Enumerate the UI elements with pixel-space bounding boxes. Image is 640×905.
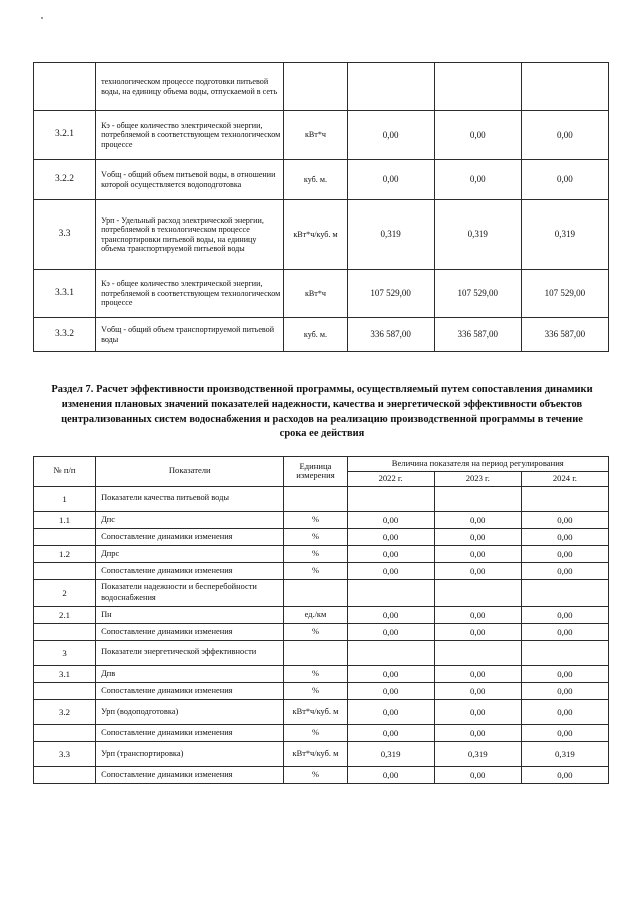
cell-value-2024: 0,00 bbox=[521, 511, 608, 528]
cell-unit: % bbox=[284, 623, 347, 640]
table-row bbox=[34, 545, 609, 562]
cell-value-2022: 0,00 bbox=[347, 562, 434, 579]
cell-number: 1 bbox=[34, 486, 96, 511]
cell-value-2023: 0,319 bbox=[434, 200, 521, 270]
table-row bbox=[34, 741, 609, 766]
table-row bbox=[34, 640, 609, 665]
table-continued-body bbox=[34, 63, 609, 352]
table-row bbox=[34, 682, 609, 699]
cell-number: 2.1 bbox=[34, 606, 96, 623]
table-row bbox=[34, 160, 609, 200]
cell-number bbox=[34, 623, 96, 640]
cell-value-2024: 336 587,00 bbox=[521, 318, 608, 352]
cell-indicator: Показатели энергетической эффективности bbox=[96, 640, 284, 665]
cell-value-2022: 0,00 bbox=[347, 511, 434, 528]
cell-indicator: Дпрс bbox=[96, 545, 284, 562]
table-efficiency-body bbox=[34, 486, 609, 783]
cell-unit: % bbox=[284, 562, 347, 579]
cell-unit bbox=[284, 63, 347, 111]
cell-value-2022: 0,00 bbox=[347, 665, 434, 682]
cell-value-2023: 0,00 bbox=[434, 545, 521, 562]
cell-value-2023: 0,00 bbox=[434, 528, 521, 545]
cell-unit bbox=[284, 486, 347, 511]
cell-value-2024: 0,00 bbox=[521, 766, 608, 783]
cell-value-2024 bbox=[521, 579, 608, 606]
cell-value-2024: 0,00 bbox=[521, 665, 608, 682]
cell-value-2023: 107 529,00 bbox=[434, 270, 521, 318]
scan-artifact-speck bbox=[41, 17, 43, 19]
header-unit-line1: Единица bbox=[299, 460, 332, 471]
cell-value-2023: 0,00 bbox=[434, 682, 521, 699]
cell-unit bbox=[284, 579, 347, 606]
cell-unit: % bbox=[284, 724, 347, 741]
header-num: № п/п bbox=[34, 457, 96, 487]
cell-number bbox=[34, 562, 96, 579]
table-efficiency-calculation bbox=[33, 456, 609, 784]
cell-value-2023: 0,00 bbox=[434, 160, 521, 200]
cell-number: 1.1 bbox=[34, 511, 96, 528]
cell-number: 3.3.1 bbox=[34, 270, 96, 318]
cell-unit: куб. м. bbox=[284, 160, 347, 200]
cell-unit: кВт*ч/куб. м bbox=[284, 200, 347, 270]
cell-value-2022: 0,00 bbox=[347, 699, 434, 724]
cell-value-2022: 0,319 bbox=[347, 741, 434, 766]
cell-value-2022: 0,319 bbox=[347, 200, 434, 270]
cell-indicator: Урп - Удельный расход электрической энергии, потребляемой в технологическом процессе транспортировки питьевой воды, на единицу объема транспортируемой питьевой воды bbox=[96, 200, 284, 270]
cell-value-2023 bbox=[434, 579, 521, 606]
cell-number: 1.2 bbox=[34, 545, 96, 562]
header-year-2024: 2024 г. bbox=[521, 471, 608, 486]
cell-value-2022: 0,00 bbox=[347, 623, 434, 640]
cell-unit: кВт*ч/куб. м bbox=[284, 741, 347, 766]
cell-number bbox=[34, 528, 96, 545]
cell-unit bbox=[284, 640, 347, 665]
cell-indicator: Vобщ - общий объем транспортируемой питьевой воды bbox=[96, 318, 284, 352]
header-unit-line2: измерения bbox=[296, 470, 335, 481]
cell-value-2024: 0,00 bbox=[521, 606, 608, 623]
cell-value-2023: 0,00 bbox=[434, 111, 521, 160]
cell-value-2023: 0,00 bbox=[434, 606, 521, 623]
cell-number bbox=[34, 63, 96, 111]
cell-value-2023 bbox=[434, 486, 521, 511]
header-indicator: Показатели bbox=[96, 457, 284, 487]
cell-value-2022: 0,00 bbox=[347, 528, 434, 545]
cell-value-2023: 0,00 bbox=[434, 562, 521, 579]
cell-unit: куб. м. bbox=[284, 318, 347, 352]
cell-indicator: Сопоставление динамики изменения bbox=[96, 724, 284, 741]
cell-value-2023 bbox=[434, 640, 521, 665]
table-row bbox=[34, 766, 609, 783]
cell-value-2024: 0,00 bbox=[521, 111, 608, 160]
cell-indicator: Сопоставление динамики изменения bbox=[96, 682, 284, 699]
cell-value-2022: 0,00 bbox=[347, 606, 434, 623]
cell-indicator: технологическом процессе подготовки питьевой воды, на единицу объема воды, отпускаемой в сеть bbox=[96, 63, 284, 111]
table-row bbox=[34, 270, 609, 318]
cell-number: 3.1 bbox=[34, 665, 96, 682]
cell-value-2022 bbox=[347, 486, 434, 511]
table-efficiency-head bbox=[34, 457, 609, 487]
cell-value-2022: 0,00 bbox=[347, 724, 434, 741]
cell-value-2023: 0,00 bbox=[434, 665, 521, 682]
cell-unit: % bbox=[284, 766, 347, 783]
header-unit bbox=[284, 457, 347, 487]
table-row bbox=[34, 63, 609, 111]
table-row bbox=[34, 200, 609, 270]
cell-value-2023: 0,00 bbox=[434, 511, 521, 528]
cell-number: 3.3 bbox=[34, 741, 96, 766]
table-row bbox=[34, 511, 609, 528]
cell-value-2023: 0,319 bbox=[434, 741, 521, 766]
cell-value-2023 bbox=[434, 63, 521, 111]
cell-value-2024: 0,319 bbox=[521, 200, 608, 270]
cell-value-2022: 0,00 bbox=[347, 545, 434, 562]
table-row bbox=[34, 528, 609, 545]
cell-value-2024: 0,00 bbox=[521, 545, 608, 562]
cell-number bbox=[34, 724, 96, 741]
table-row bbox=[34, 623, 609, 640]
cell-indicator: Сопоставление динамики изменения bbox=[96, 623, 284, 640]
cell-unit: % bbox=[284, 665, 347, 682]
cell-indicator: Дпс bbox=[96, 511, 284, 528]
cell-number: 3.2.1 bbox=[34, 111, 96, 160]
cell-unit: % bbox=[284, 528, 347, 545]
cell-value-2023: 0,00 bbox=[434, 623, 521, 640]
table-row bbox=[34, 562, 609, 579]
table-row bbox=[34, 111, 609, 160]
cell-number: 3.3.2 bbox=[34, 318, 96, 352]
cell-indicator: Урп (водоподготовка) bbox=[96, 699, 284, 724]
cell-number: 3.2.2 bbox=[34, 160, 96, 200]
cell-value-2024: 0,00 bbox=[521, 562, 608, 579]
header-value-group: Величина показателя на период регулирования bbox=[347, 457, 608, 472]
cell-value-2024: 0,00 bbox=[521, 623, 608, 640]
cell-value-2022: 336 587,00 bbox=[347, 318, 434, 352]
cell-value-2022: 107 529,00 bbox=[347, 270, 434, 318]
cell-indicator: Пн bbox=[96, 606, 284, 623]
cell-value-2022: 0,00 bbox=[347, 111, 434, 160]
cell-indicator: Урп (транспортировка) bbox=[96, 741, 284, 766]
section-7-heading: Раздел 7. Расчет эффективности производственной программы, осуществляемый путем сопоставления динамики изменения плановых значений показателей надежности, качества и энергетической эффективности объектов централизованных систем водоснабжения и расходов на реализацию производственной программы в течение срока ее действия bbox=[51, 384, 593, 440]
cell-indicator: Сопоставление динамики изменения bbox=[96, 528, 284, 545]
header-year-2022: 2022 г. bbox=[347, 471, 434, 486]
cell-value-2023: 0,00 bbox=[434, 724, 521, 741]
cell-value-2024 bbox=[521, 640, 608, 665]
cell-indicator: Сопоставление динамики изменения bbox=[96, 766, 284, 783]
cell-unit: % bbox=[284, 682, 347, 699]
cell-value-2024: 0,319 bbox=[521, 741, 608, 766]
cell-value-2023: 0,00 bbox=[434, 766, 521, 783]
cell-unit: кВт*ч bbox=[284, 111, 347, 160]
table-row bbox=[34, 579, 609, 606]
table-row bbox=[34, 318, 609, 352]
cell-value-2024: 0,00 bbox=[521, 699, 608, 724]
cell-number: 2 bbox=[34, 579, 96, 606]
cell-value-2024: 107 529,00 bbox=[521, 270, 608, 318]
cell-value-2024 bbox=[521, 486, 608, 511]
cell-unit: кВт*ч/куб. м bbox=[284, 699, 347, 724]
cell-value-2024: 0,00 bbox=[521, 724, 608, 741]
cell-number: 3 bbox=[34, 640, 96, 665]
table-row bbox=[34, 486, 609, 511]
cell-unit: кВт*ч bbox=[284, 270, 347, 318]
header-year-2023: 2023 г. bbox=[434, 471, 521, 486]
table-row bbox=[34, 606, 609, 623]
cell-unit: ед./км bbox=[284, 606, 347, 623]
cell-value-2022 bbox=[347, 579, 434, 606]
cell-value-2024: 0,00 bbox=[521, 528, 608, 545]
table-continued-indicators bbox=[33, 62, 609, 352]
cell-value-2022 bbox=[347, 63, 434, 111]
cell-indicator: Показатели надежности и бесперебойности водоснабжения bbox=[96, 579, 284, 606]
cell-unit: % bbox=[284, 545, 347, 562]
cell-value-2022 bbox=[347, 640, 434, 665]
cell-indicator: Vобщ - общий объем питьевой воды, в отношении которой осуществляется водоподготовка bbox=[96, 160, 284, 200]
cell-value-2024: 0,00 bbox=[521, 682, 608, 699]
cell-number: 3.2 bbox=[34, 699, 96, 724]
table-row bbox=[34, 699, 609, 724]
cell-value-2023: 336 587,00 bbox=[434, 318, 521, 352]
cell-indicator: Дпв bbox=[96, 665, 284, 682]
cell-indicator: Кэ - общее количество электрической энергии, потребляемой в соответствующем технологическом процессе bbox=[96, 111, 284, 160]
cell-indicator: Показатели качества питьевой воды bbox=[96, 486, 284, 511]
cell-indicator: Кэ - общее количество электрической энергии, потребляемой в соответствующем технологическом процессе bbox=[96, 270, 284, 318]
table-row bbox=[34, 665, 609, 682]
cell-number bbox=[34, 682, 96, 699]
cell-unit: % bbox=[284, 511, 347, 528]
cell-value-2022: 0,00 bbox=[347, 766, 434, 783]
table-row bbox=[34, 724, 609, 741]
cell-value-2024 bbox=[521, 63, 608, 111]
cell-value-2023: 0,00 bbox=[434, 699, 521, 724]
cell-number bbox=[34, 766, 96, 783]
cell-value-2022: 0,00 bbox=[347, 682, 434, 699]
cell-number: 3.3 bbox=[34, 200, 96, 270]
cell-value-2024: 0,00 bbox=[521, 160, 608, 200]
cell-value-2022: 0,00 bbox=[347, 160, 434, 200]
table-header-row-1 bbox=[34, 457, 609, 472]
cell-indicator: Сопоставление динамики изменения bbox=[96, 562, 284, 579]
